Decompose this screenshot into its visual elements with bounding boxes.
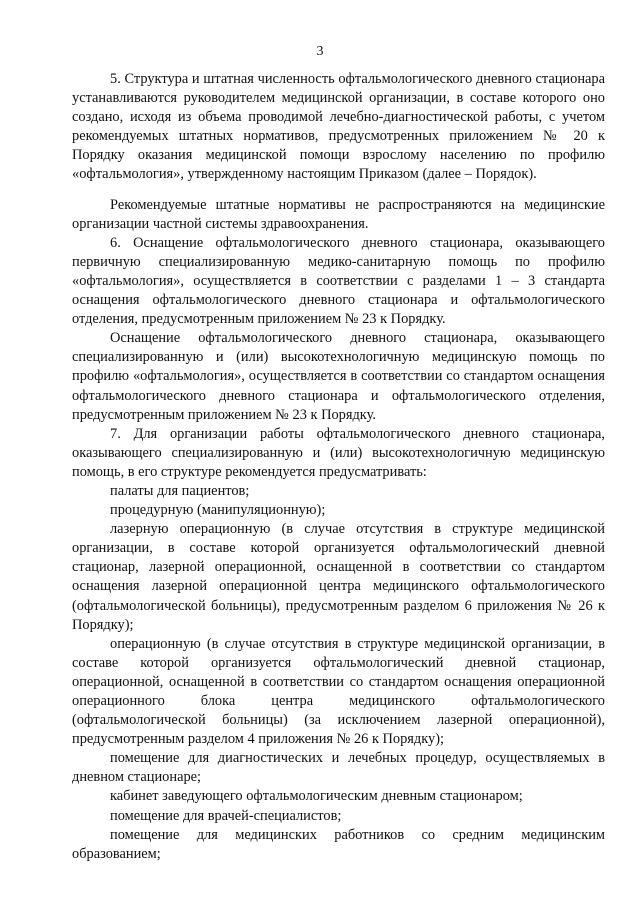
paragraph-equipment-specialized: Оснащение офтальмологического дневного стационара, оказывающего специализированную и (или) высокотехнологичную медицинскую помощь по профилю «офтальмология», осуществляется в соответствии со стандартом оснащения офтальмологического дневного стационара и офтальмологического отделения, предусмотренным приложением № 23 к Порядку. [72,330,605,423]
paragraph-6-equipment-primary: 6. Оснащение офтальмологического дневного стационара, оказывающего первичную специализированную медико-санитарную помощь по профилю «офтальмология», осуществляется в соответствии с разделами 1 – 3 стандарта оснащения офтальмологического дневного стационара и офтальмологического отделения, предусмотренным приложением № 23 к Порядку. [72,234,605,328]
list-item-procedure-room: процедурную (манипуляционную); [110,502,326,519]
document-body [72,70,605,864]
list-item-doctors-room: помещение для врачей-специалистов; [110,807,342,824]
list-item-patient-wards: палаты для пациентов; [110,482,250,499]
paragraph-staff-norms-note: Рекомендуемые штатные нормативы не распространяются на медицинские организации частной системы здравоохранения. [72,196,605,232]
list-item-nurses-room: помещение для медицинских работников со средним медицинским образованием; [72,826,605,862]
list-item-head-office: кабинет заведующего офтальмологическим дневным стационаром; [110,788,523,805]
list-item-operating-room: операционную (в случае отсутствия в структуре медицинской организации, в составе которой организуется офтальмологический дневной стационар, операционной, оснащенной в соответствии со стандартом оснащения операционной операционного блока центра медицинского офтальмологического (офтальмологической больницы) (за исключением лазерной операционной), предусмотренным разделом 4 приложения № 26 к Порядку); [72,635,605,748]
paragraph-5-structure: 5. Структура и штатная численность офтальмологического дневного стационара устанавливаются руководителем медицинской организации, в составе которого оно создано, исходя из объема проводимой лечебно-диагностической работы, с учетом рекомендуемых штатных нормативов, предусмотренных приложением № 20 к Порядку оказания медицинской помощи взрослому населению по профилю «офтальмология», утвержденному настоящим Приказом (далее – Порядок). [72,71,605,183]
page-number: 3 [316,44,324,59]
paragraph-7-structure-list-intro: 7. Для организации работы офтальмологического дневного стационара, оказывающего специализированную и (или) высокотехнологичную медицинскую помощь, в его структуре рекомендуется предусматривать: [72,425,605,480]
list-item-laser-operating-room: лазерную операционную (в случае отсутствия в структуре медицинской организации, в составе которой организуется офтальмологический дневной стационар, лазерной операционной, оснащенной в соответствии со стандартом оснащения лазерной операционной центра медицинского офтальмологического (офтальмологической больницы), предусмотренным разделом 6 приложения № 26 к Порядку); [72,521,605,633]
list-item-diagnostic-room: помещение для диагностических и лечебных процедур, осуществляемых в дневном стационаре; [72,750,605,786]
